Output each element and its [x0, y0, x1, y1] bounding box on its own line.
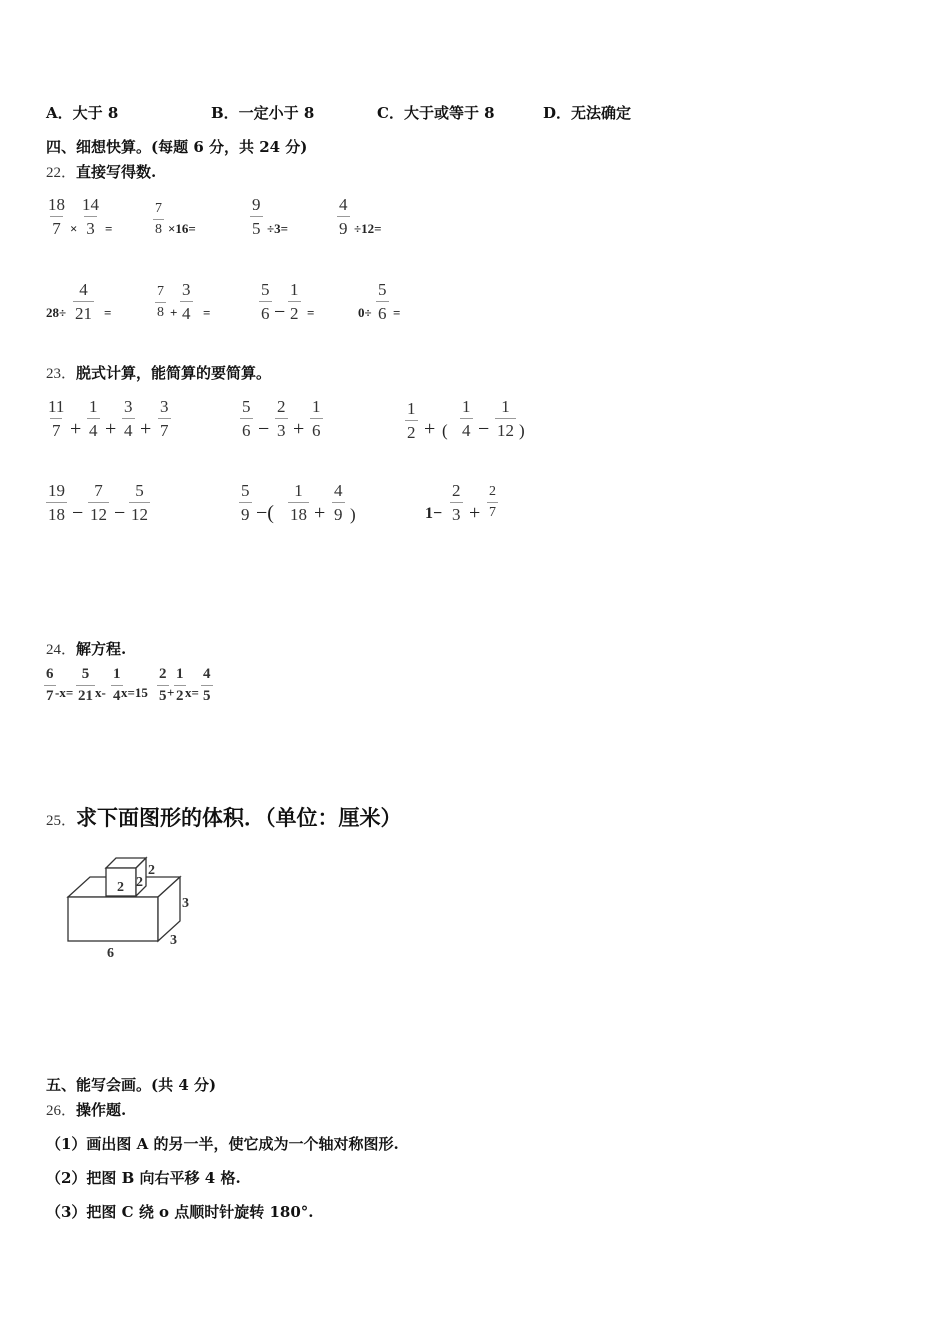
q25-number: 25． — [46, 813, 77, 829]
operator: + — [140, 418, 152, 440]
paren-close: ) — [519, 421, 525, 440]
q25-title: 求下面图形的体积．（单位：厘米） — [76, 805, 402, 830]
equation-text: x- — [95, 685, 106, 700]
fraction: $\frac{6}{7}$ — [46, 666, 54, 704]
operator: + — [170, 305, 178, 320]
fraction: $\frac{9}{5}$ — [252, 195, 261, 238]
fraction: $\frac{2}{7}$ — [489, 484, 496, 520]
option-d: D．无法确定 — [543, 104, 632, 122]
fraction: $\frac{5}{9}$ — [241, 481, 250, 524]
fraction: $\frac{1}{2}$ — [407, 399, 416, 442]
operator: − — [72, 502, 84, 524]
section-4-title: 四、细想快算。(每题 6 分，共 24 分) — [46, 138, 308, 156]
equals: = — [393, 305, 401, 320]
fraction: $\frac{1}{4}$ — [89, 397, 98, 440]
box-front-face — [68, 897, 158, 941]
operator: + — [424, 418, 436, 440]
fraction: $\frac{7}{12}$ — [90, 481, 107, 524]
option-b: B．一定小于 8 — [211, 104, 315, 122]
paren-open: ( — [442, 421, 448, 440]
fraction: $\frac{4}{9}$ — [339, 195, 348, 238]
fraction: $\frac{5}{6}$ — [261, 280, 270, 323]
fraction: $\frac{14}{3}$ — [82, 195, 99, 238]
tail-text: ÷3= — [267, 221, 289, 236]
fraction: $\frac{3}{4}$ — [182, 280, 191, 323]
fraction: $\frac{4}{5}$ — [203, 666, 211, 704]
fraction: $\frac{1}{4}$ — [462, 397, 471, 440]
fraction: $\frac{1}{4}$ — [113, 666, 121, 704]
operator: − — [114, 502, 126, 524]
operator: − — [274, 301, 286, 323]
equation-text: x=15 — [121, 685, 148, 700]
fraction: $\frac{2}{3}$ — [277, 397, 286, 440]
prefix-text: 0÷ — [358, 305, 372, 320]
paren-close: ) — [350, 505, 356, 524]
operator: − — [478, 418, 490, 440]
prefix-text: 1− — [425, 505, 443, 522]
fraction: $\frac{7}{8}$ — [155, 201, 162, 237]
equals: = — [307, 305, 315, 320]
q23-heading — [46, 362, 271, 383]
fraction: $\frac{1}{2}$ — [176, 666, 184, 704]
fraction: $\frac{4}{9}$ — [334, 481, 343, 524]
fraction: $\frac{19}{18}$ — [48, 481, 65, 524]
q24-heading — [46, 638, 126, 659]
fraction: $\frac{11}{7}$ — [48, 397, 65, 440]
box-height-label: 3 — [182, 896, 189, 911]
box-depth-label: 3 — [170, 933, 177, 948]
operator: + — [469, 502, 481, 524]
operator: × — [70, 221, 78, 236]
q22-heading — [46, 161, 156, 182]
operator: − — [258, 418, 270, 440]
q24-title: 解方程. — [76, 640, 127, 658]
fraction: $\frac{2}{5}$ — [159, 666, 167, 704]
operator: + — [70, 418, 82, 440]
fraction: $\frac{5}{21}$ — [78, 666, 93, 704]
tail-text: ×16= — [168, 221, 196, 236]
fraction: $\frac{1}{2}$ — [290, 280, 299, 323]
q23-title: 脱式计算，能简算的要简算。 — [76, 364, 272, 382]
operator: + — [293, 418, 305, 440]
fraction: $\frac{5}{12}$ — [131, 481, 148, 524]
fraction: $\frac{3}{4}$ — [124, 397, 133, 440]
equals: = — [105, 221, 113, 236]
q26-item-2: （2）把图 B 向右平移 4 格. — [46, 1169, 241, 1187]
cube-side-label: 2 — [136, 875, 143, 890]
solid-figure — [60, 850, 200, 965]
q26-item-1: （1）画出图 A 的另一半，使它成为一个轴对称图形. — [46, 1135, 399, 1153]
fraction: $\frac{4}{21}$ — [75, 280, 92, 323]
fraction: $\frac{3}{7}$ — [160, 397, 169, 440]
q26-heading — [46, 1099, 126, 1120]
prefix-text: 28÷ — [46, 305, 67, 320]
q23-number: 23． — [46, 366, 77, 382]
tail-text: ÷12= — [354, 221, 382, 236]
equation-text: + — [167, 685, 175, 700]
fraction: $\frac{1}{12}$ — [497, 397, 514, 440]
fraction: $\frac{1}{6}$ — [312, 397, 321, 440]
equation-text: -x= — [55, 685, 74, 700]
q26-number: 26． — [46, 1103, 77, 1119]
q26-item-3: （3）把图 C 绕 o 点顺时针旋转 180°. — [46, 1203, 314, 1221]
box-length-label: 6 — [107, 946, 114, 961]
equals: = — [104, 305, 112, 320]
q26-title: 操作题. — [76, 1101, 127, 1119]
option-a: A．大于 8 — [46, 104, 119, 122]
fraction: $\frac{1}{18}$ — [290, 481, 307, 524]
q22-number: 22． — [46, 165, 77, 181]
q25-heading — [46, 802, 402, 832]
equals: = — [203, 305, 211, 320]
q24-number: 24． — [46, 642, 77, 658]
equation-text: x= — [185, 685, 199, 700]
cube-front-label: 2 — [117, 880, 124, 895]
cube-top-label: 2 — [148, 863, 155, 878]
fraction: $\frac{7}{8}$ — [157, 284, 164, 320]
option-c: C．大于或等于 8 — [377, 104, 495, 122]
operator: + — [105, 418, 117, 440]
fraction: $\frac{18}{7}$ — [48, 195, 65, 238]
fraction: $\frac{5}{6}$ — [242, 397, 251, 440]
q22-title: 直接写得数. — [76, 163, 157, 181]
section-5-title: 五、能写会画。(共 4 分) — [46, 1076, 217, 1094]
operator: + — [314, 502, 326, 524]
operator: −( — [256, 502, 274, 524]
fraction: $\frac{5}{6}$ — [378, 280, 387, 323]
fraction: $\frac{2}{3}$ — [452, 481, 461, 524]
